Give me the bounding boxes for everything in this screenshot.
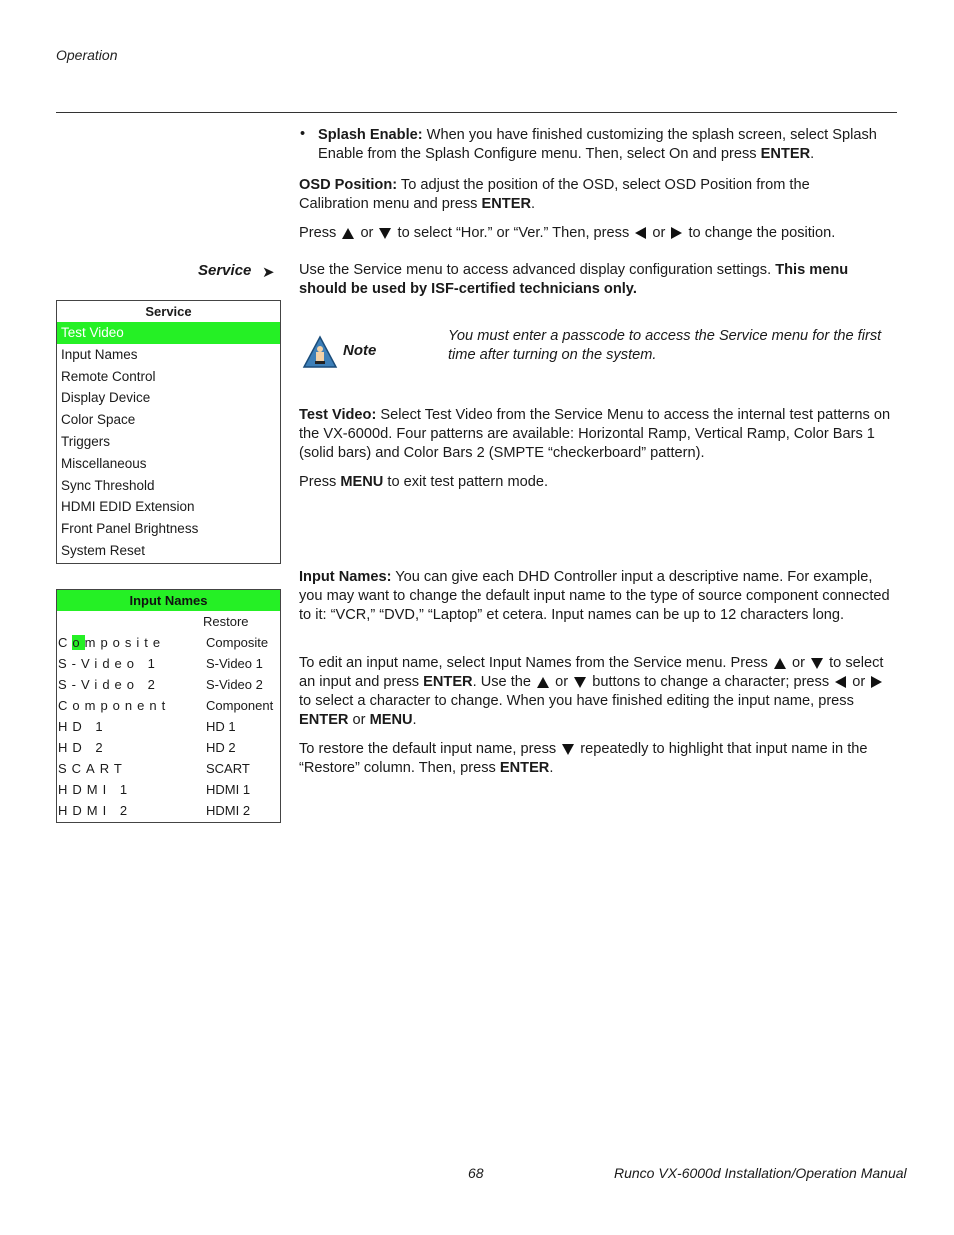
note-label: Note xyxy=(343,342,377,359)
restore-value[interactable]: Component xyxy=(206,698,274,713)
restore-value[interactable]: Composite xyxy=(206,635,269,650)
input-row[interactable] xyxy=(57,737,280,758)
service-menu-item-display-device[interactable]: Display Device xyxy=(61,390,151,406)
input-names-paragraph: Input Names: You can give each DHD Controller input a descriptive name. For example, you may want to change the default input name to the type of source component connected to it: “VCR,” “DVD,” “Laptop” et cetera. Input names can be up to 12 characters long. xyxy=(299,569,890,623)
right-arrow-icon xyxy=(871,676,882,688)
restore-column-header: Restore xyxy=(203,614,249,629)
input-row[interactable] xyxy=(57,758,280,779)
input-name[interactable]: S-Video 2 xyxy=(58,677,160,692)
up-arrow-icon xyxy=(774,658,786,669)
left-arrow-icon xyxy=(835,676,846,688)
bullet-dot: • xyxy=(300,126,306,142)
service-menu-item-color-space[interactable]: Color Space xyxy=(61,412,136,428)
service-menu-item-triggers[interactable]: Triggers xyxy=(61,433,111,449)
input-row[interactable] xyxy=(57,653,280,674)
down-arrow-icon xyxy=(379,228,391,239)
input-name[interactable]: S-Video 1 xyxy=(58,656,160,671)
up-arrow-icon xyxy=(537,677,549,688)
service-menu-item-system-reset[interactable]: System Reset xyxy=(61,542,146,558)
restore-header-row xyxy=(57,611,280,632)
input-row[interactable] xyxy=(57,674,280,695)
input-row[interactable] xyxy=(57,695,280,716)
input-name[interactable]: HDMI 1 xyxy=(58,782,133,797)
page-number: 68 xyxy=(468,1165,484,1181)
restore-value[interactable]: S-Video 1 xyxy=(206,656,263,671)
restore-value[interactable]: S-Video 2 xyxy=(206,677,263,692)
service-menu-item-input-names[interactable]: Input Names xyxy=(61,346,138,362)
input-row[interactable] xyxy=(57,716,280,737)
input-names-menu xyxy=(56,589,281,823)
splash-enable-label: Splash Enable: xyxy=(318,127,423,143)
input-names-restore-paragraph: To restore the default input name, press repeatedly to highlight that input name in the “Restore” column. Then, press ENTER. xyxy=(299,741,868,776)
osd-press-paragraph: Press or to select “Hor.” or “Ver.” Then, press or to change the position. xyxy=(299,225,836,241)
input-row[interactable] xyxy=(57,800,280,821)
down-arrow-icon xyxy=(562,744,574,755)
service-menu-item-hdmi-edid-extension[interactable]: HDMI EDID Extension xyxy=(61,499,195,515)
service-menu xyxy=(56,300,281,564)
service-menu-item-remote-control[interactable]: Remote Control xyxy=(61,368,156,384)
enter-keyword: ENTER xyxy=(499,760,550,776)
service-menu-item-front-panel-brightness[interactable]: Front Panel Brightness xyxy=(61,521,199,537)
right-arrow-icon xyxy=(671,227,682,239)
service-menu-item-miscellaneous[interactable]: Miscellaneous xyxy=(61,455,147,471)
osd-position-paragraph: OSD Position: To adjust the position of the OSD, select OSD Position from the Calibration menu and press ENTER. xyxy=(299,177,810,212)
enter-keyword: ENTER xyxy=(481,196,531,212)
input-name[interactable]: Component xyxy=(58,698,171,713)
note-icon xyxy=(302,335,338,369)
input-name[interactable]: SCART xyxy=(58,761,127,776)
input-names-menu-title: Input Names xyxy=(57,590,280,611)
restore-value[interactable]: HDMI 2 xyxy=(206,803,251,818)
service-menu-item-sync-threshold[interactable]: Sync Threshold xyxy=(61,477,155,493)
service-side-heading: Service xyxy=(198,262,252,279)
down-arrow-icon xyxy=(574,677,586,688)
side-heading-arrow-icon: ➤ xyxy=(262,264,275,281)
service-intro-paragraph: Use the Service menu to access advanced display configuration settings. This menu should be used by ISF-certified technicians only. xyxy=(299,262,849,297)
input-names-edit-paragraph: To edit an input name, select Input Names from the Service menu. Press or to select an input and press ENTER. Use the or buttons to change a character; press or to select a character to change. When you have finished editing the input name, press ENTER or MENU. xyxy=(299,655,884,728)
input-name[interactable]: HDMI 2 xyxy=(58,803,133,818)
menu-keyword: MENU xyxy=(369,712,413,728)
service-warning: This menu should be used by ISF-certified technicians only. xyxy=(299,262,849,297)
input-name[interactable]: HD 1 xyxy=(58,719,108,734)
enter-keyword: ENTER xyxy=(423,674,473,690)
service-menu-item-test-video[interactable]: Test Video xyxy=(57,322,280,344)
input-name[interactable]: HD 2 xyxy=(58,740,108,755)
enter-keyword: ENTER xyxy=(760,146,811,162)
service-menu-items xyxy=(57,322,280,562)
left-arrow-icon xyxy=(635,227,646,239)
input-names-label: Input Names: xyxy=(299,569,392,585)
running-header: Operation xyxy=(56,47,118,63)
manual-title: Runco VX-6000d Installation/Operation Manual xyxy=(614,1165,907,1181)
splash-enable-text: When you have finished customizing the splash screen, select Splash Enable from the Splash Configure menu. Then, select On and press xyxy=(318,127,877,162)
splash-enable-paragraph: Splash Enable: When you have finished customizing the splash screen, select Splash Enable from the Splash Configure menu. Then, select On and press ENTER. xyxy=(318,127,877,162)
menu-keyword: MENU xyxy=(340,474,384,490)
restore-value[interactable]: HDMI 1 xyxy=(206,782,251,797)
service-menu-title: Service xyxy=(145,304,192,319)
down-arrow-icon xyxy=(811,658,823,669)
note-text: You must enter a passcode to access the Service menu for the first time after turning on the system. xyxy=(448,328,882,363)
restore-value[interactable]: HD 1 xyxy=(206,719,236,734)
input-row[interactable] xyxy=(57,632,280,653)
test-video-press-paragraph: Press MENU to exit test pattern mode. xyxy=(299,474,549,490)
enter-keyword: ENTER xyxy=(299,712,349,728)
header-rule xyxy=(56,112,897,113)
test-video-paragraph: Test Video: Select Test Video from the Service Menu to access the internal test patterns on the VX-6000d. Four patterns are available: Horizontal Ramp, Vertical Ramp, Color Bars 1 (solid bars) and Color Bars 2 (SMPTE “checkerboard” pattern). xyxy=(299,407,891,461)
restore-value[interactable]: HD 2 xyxy=(206,740,236,755)
osd-position-label: OSD Position: xyxy=(299,177,398,193)
up-arrow-icon xyxy=(342,228,354,239)
test-video-label: Test Video: xyxy=(299,407,377,423)
input-row[interactable] xyxy=(57,779,280,800)
input-name-editor[interactable]: Composite xyxy=(58,635,166,650)
text-cursor: o xyxy=(72,635,85,650)
restore-value[interactable]: SCART xyxy=(206,761,250,776)
